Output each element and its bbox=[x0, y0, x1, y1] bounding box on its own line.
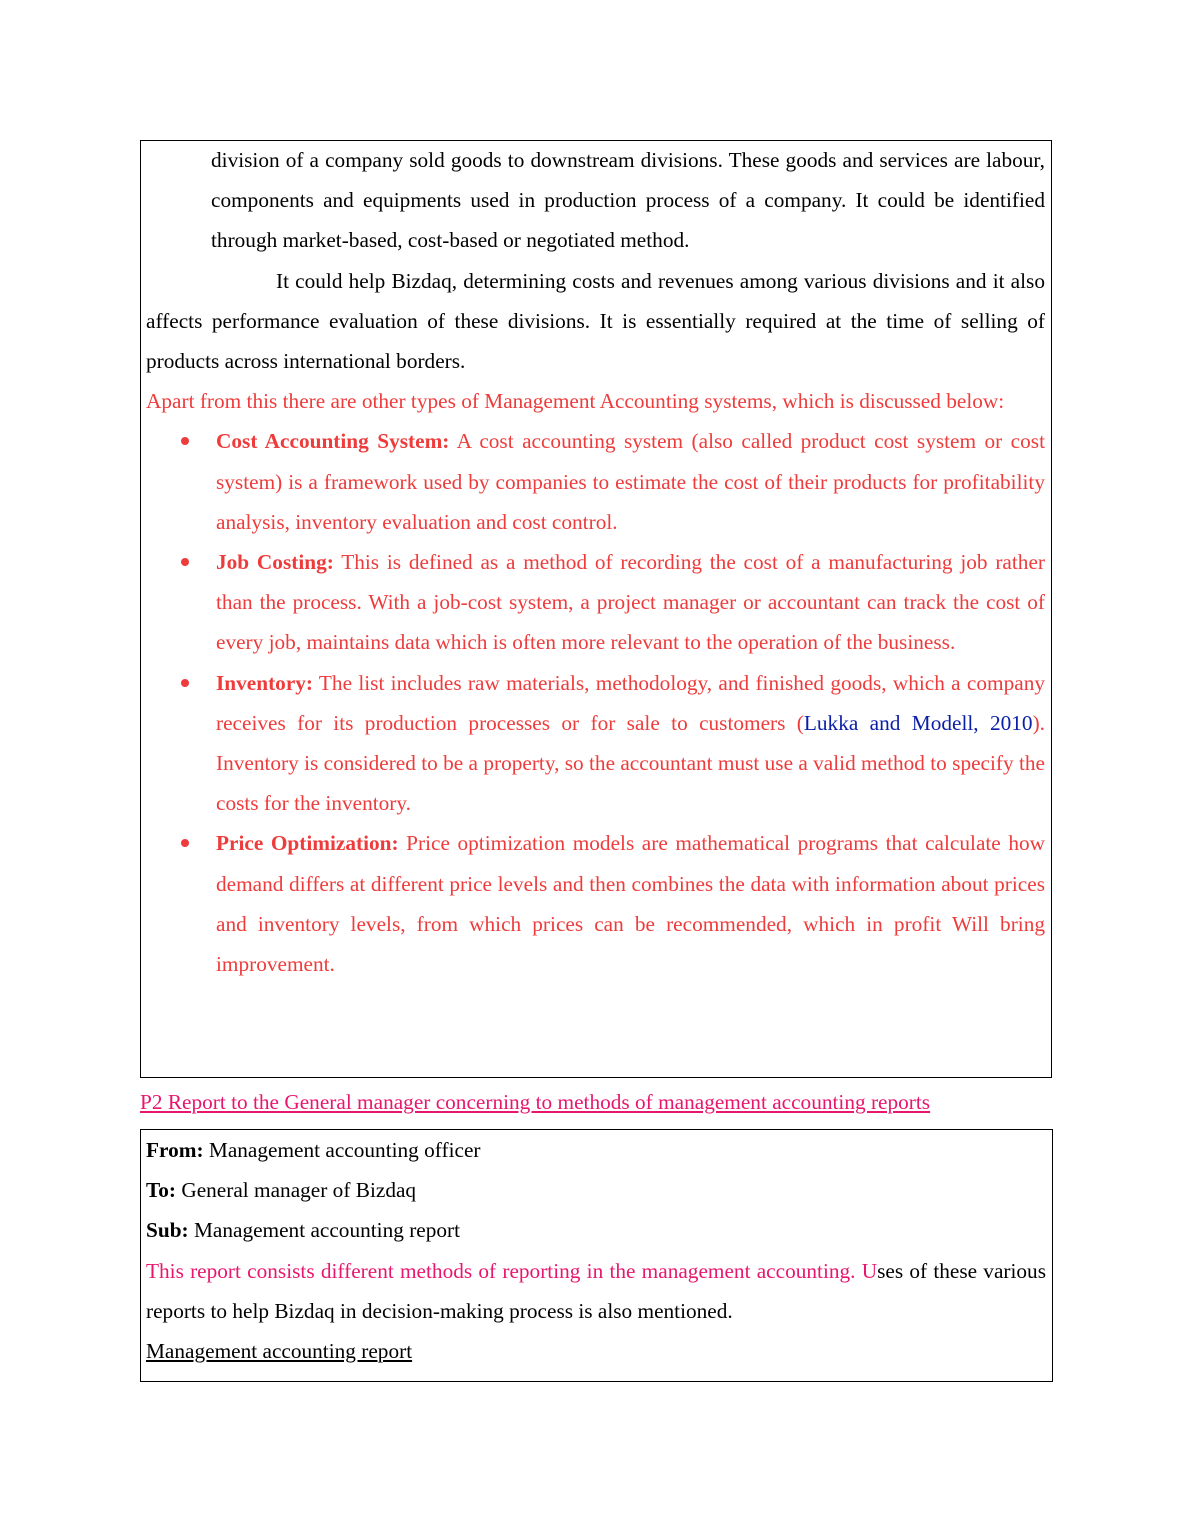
memo-subject bbox=[141, 1210, 1052, 1250]
list-item-cost-accounting bbox=[141, 421, 1051, 542]
term-cost-accounting: Cost Accounting System: bbox=[216, 429, 450, 454]
memo-to-value: General manager of Bizdaq bbox=[176, 1178, 417, 1203]
memo-from-label: From: bbox=[146, 1138, 204, 1162]
memo-intro-pink: This report consists different methods of reporting in the management accounting. U bbox=[146, 1258, 878, 1283]
desc-inventory-after: ). Inventory is considered to be a property, so the accountant must use a valid method to specify the costs for the inventory. bbox=[216, 710, 1045, 816]
desc-cost-accounting: A cost accounting system (also called product cost system or cost system) is a framework used by companies to estimate the cost of their products for profitability analysis, inventory evaluation and cost control. bbox=[216, 429, 1045, 534]
bullet-icon bbox=[181, 558, 189, 566]
heading-p2-report: P2 Report to the General manager concerning to methods of management accounting reports bbox=[140, 1090, 931, 1114]
memo-intro bbox=[141, 1251, 1052, 1331]
bullet-icon bbox=[181, 839, 189, 847]
memo-box bbox=[140, 1129, 1053, 1382]
content-box-management-systems bbox=[140, 140, 1052, 1078]
memo-from-value: Management accounting officer bbox=[203, 1138, 481, 1162]
bullet-icon bbox=[181, 679, 189, 687]
paragraph-transfer-pricing-continued: division of a company sold goods to downstream divisions. These goods and services are labour, components and equipments used in production process of a company. It could be identified through market-based, cost-based or negotiated method. bbox=[211, 148, 1045, 253]
desc-job-costing: This is defined as a method of recording the cost of a manufacturing job rather than the process. With a job-cost system, a project manager or accountant can track the cost of every job, maintains data which is often more relevant to the operation of the business. bbox=[216, 550, 1045, 655]
desc-inventory-before: The list includes raw materials, methodology, and finished goods, which a company receives for its production processes or for sale to customers ( bbox=[216, 670, 1045, 735]
paragraph-bizdaq-costs: It could help Bizdaq, determining costs and revenues among various divisions and it also affects performance evaluation of these divisions. It is essentially required at the time of selling of products across international borders. bbox=[146, 268, 1045, 374]
citation-lukka-modell: Lukka and Modell, 2010 bbox=[803, 710, 1033, 735]
memo-to bbox=[141, 1170, 1052, 1210]
paragraph-other-types-intro: Apart from this there are other types of Management Accounting systems, which is discussed below: bbox=[146, 389, 1005, 414]
memo-to-label: To: bbox=[146, 1178, 176, 1203]
bullet-icon bbox=[181, 437, 189, 445]
list-item-inventory bbox=[141, 663, 1051, 824]
management-systems-list bbox=[141, 421, 1051, 984]
memo-sub-label: Sub: bbox=[146, 1218, 189, 1243]
term-price-optimization: Price Optimization: bbox=[216, 831, 399, 856]
desc-price-optimization: Price optimization models are mathematical programs that calculate how demand differs at different price levels and then combines the data with information about prices and inventory levels, from which prices can be recommended, which in profit Will bring improvement. bbox=[216, 831, 1045, 977]
list-item-price-optimization bbox=[141, 823, 1051, 984]
memo-from bbox=[141, 1130, 1052, 1170]
memo-subheading bbox=[141, 1331, 1052, 1371]
subheading-management-accounting-report: Management accounting report bbox=[146, 1339, 413, 1364]
memo-intro-black: ses of these various reports to help Bizdaq in decision-making process is also mentioned. bbox=[146, 1258, 1046, 1323]
memo-sub-value: Management accounting report bbox=[188, 1218, 461, 1243]
term-inventory: Inventory: bbox=[216, 670, 314, 695]
term-job-costing: Job Costing: bbox=[216, 550, 334, 575]
list-item-job-costing bbox=[141, 542, 1051, 663]
